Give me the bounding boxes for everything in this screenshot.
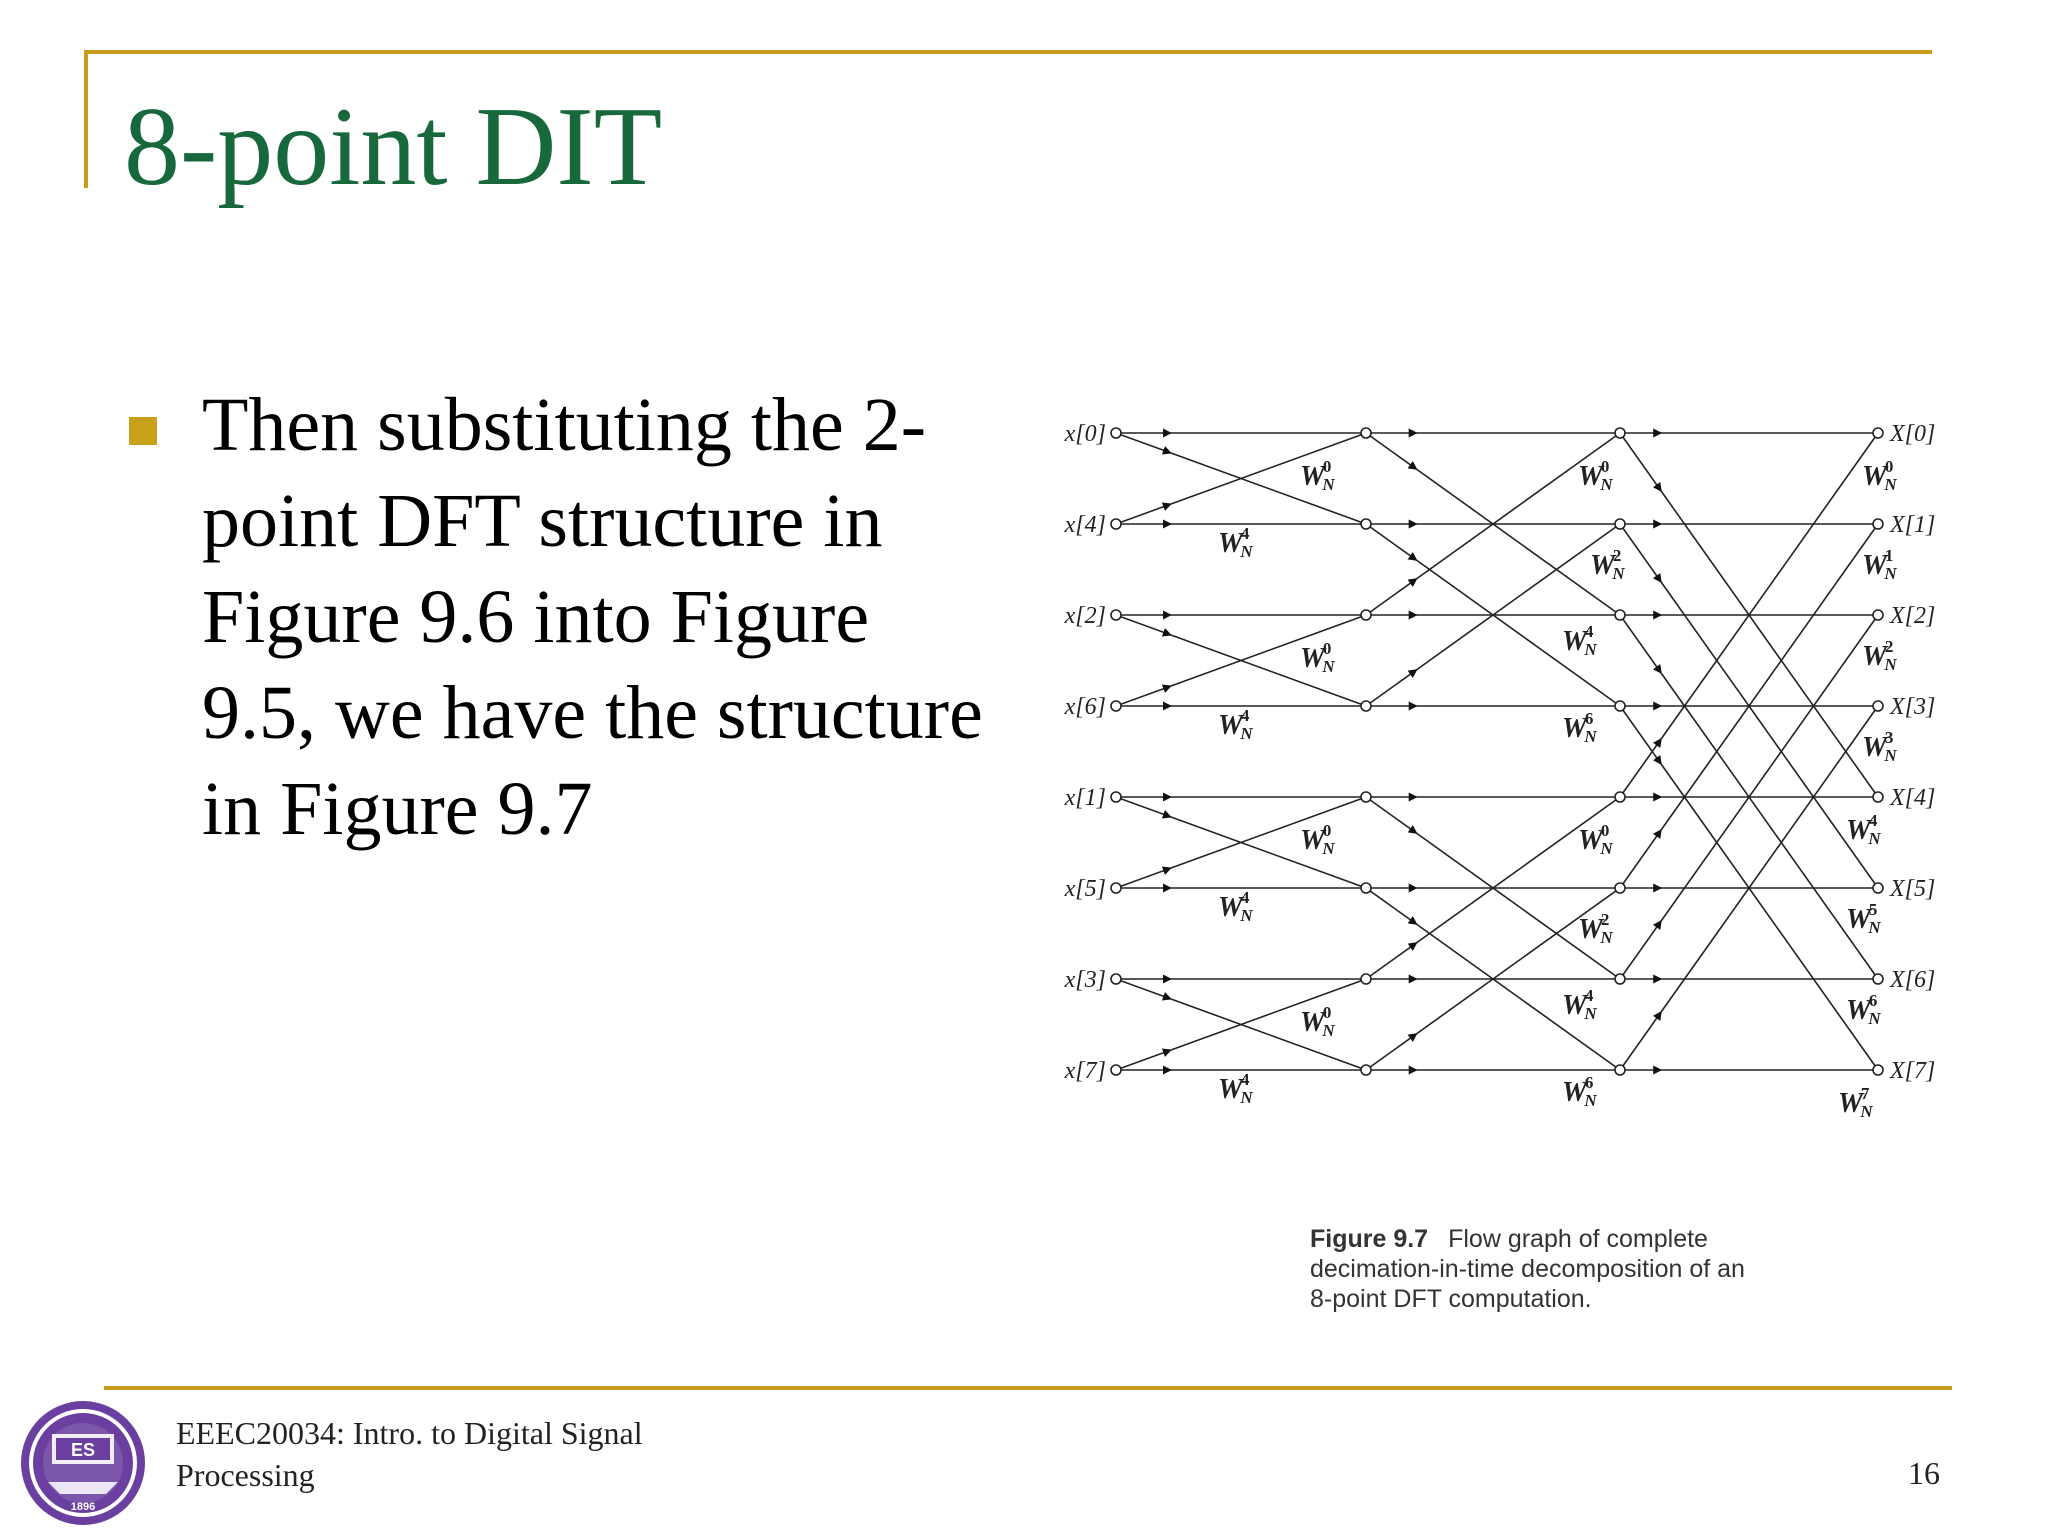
stage3-twiddle-label: W1 N	[1862, 546, 1897, 583]
input-label: x[6]	[1064, 694, 1106, 720]
flow-node-stage3	[1873, 974, 1883, 984]
stage1-twiddle-label: W0 N	[1300, 1003, 1335, 1040]
stage1-twiddle-label: W4 N	[1218, 524, 1253, 561]
stage1-twiddle-label: W0 N	[1300, 821, 1335, 858]
stage1-twiddle-label: W4 N	[1218, 1070, 1253, 1107]
flow-node-stage0	[1111, 701, 1121, 711]
stage3-twiddle-label: W6 N	[1846, 991, 1881, 1028]
flow-node-stage1	[1361, 519, 1371, 529]
output-label: X[3]	[1890, 694, 1936, 720]
output-label: X[6]	[1890, 967, 1936, 993]
svg-text:1896: 1896	[70, 1501, 96, 1513]
flow-graph-labels	[1064, 421, 1936, 1121]
stage3-twiddle-label: W5 N	[1846, 900, 1881, 937]
stage1-twiddle-label: W0 N	[1300, 639, 1335, 676]
flow-node-stage2	[1615, 974, 1625, 984]
university-logo-icon	[18, 1398, 148, 1528]
flow-node-stage1	[1361, 883, 1371, 893]
flow-node-stage1	[1361, 610, 1371, 620]
flow-node-stage2	[1615, 428, 1625, 438]
top-rule	[84, 50, 1932, 54]
flow-node-stage0	[1111, 792, 1121, 802]
svg-text:ES: ES	[70, 1440, 96, 1460]
stage2-twiddle-label: W6 N	[1562, 1073, 1597, 1110]
flow-node-stage0	[1111, 428, 1121, 438]
output-label: X[0]	[1890, 421, 1936, 447]
course-name-line2: Processing	[176, 1457, 315, 1493]
flow-node-stage0	[1111, 1065, 1121, 1075]
stage2-twiddle-label: W4 N	[1562, 622, 1597, 659]
input-label: x[5]	[1064, 876, 1106, 902]
slide-title: 8-point DIT	[124, 85, 663, 209]
flow-node-stage2	[1615, 1065, 1625, 1075]
input-label: x[7]	[1064, 1058, 1106, 1084]
input-label: x[0]	[1064, 421, 1106, 447]
footer-rule	[104, 1386, 1952, 1390]
stage3-twiddle-label: W3 N	[1862, 728, 1897, 765]
stage1-twiddle-label: W0 N	[1300, 457, 1335, 494]
stage3-twiddle-label: W0 N	[1862, 457, 1897, 494]
flow-node-stage2	[1615, 792, 1625, 802]
flow-node-stage3	[1873, 1065, 1883, 1075]
dit-flow-graph	[1030, 400, 1960, 1140]
output-label: X[5]	[1890, 876, 1936, 902]
bullet-square-icon	[129, 417, 157, 445]
figure-caption-label: Figure 9.7	[1310, 1225, 1429, 1253]
output-label: X[7]	[1890, 1058, 1936, 1084]
flow-node-stage0	[1111, 610, 1121, 620]
input-label: x[2]	[1064, 603, 1106, 629]
flow-graph-nodes	[1111, 428, 1883, 1075]
output-label: X[4]	[1890, 785, 1936, 811]
stage2-twiddle-label: W6 N	[1562, 709, 1597, 746]
flow-node-stage0	[1111, 974, 1121, 984]
flow-node-stage3	[1873, 883, 1883, 893]
flow-node-stage3	[1873, 792, 1883, 802]
flow-node-stage3	[1873, 428, 1883, 438]
stage2-twiddle-label: W0 N	[1578, 821, 1613, 858]
flow-node-stage2	[1615, 883, 1625, 893]
flow-node-stage1	[1361, 428, 1371, 438]
flow-node-stage1	[1361, 701, 1371, 711]
stage3-twiddle-label: W4 N	[1846, 811, 1881, 848]
flow-node-stage1	[1361, 1065, 1371, 1075]
flow-node-stage2	[1615, 519, 1625, 529]
output-label: X[2]	[1890, 603, 1936, 629]
input-label: x[1]	[1064, 785, 1106, 811]
course-name	[176, 1412, 736, 1496]
stage1-twiddle-label: W4 N	[1218, 888, 1253, 925]
stage3-twiddle-label: W7 N	[1838, 1084, 1873, 1121]
course-name-line1: EEEC20034: Intro. to Digital Signal	[176, 1415, 643, 1451]
input-label: x[3]	[1064, 967, 1106, 993]
stage1-twiddle-label: W4 N	[1218, 706, 1253, 743]
flow-node-stage2	[1615, 610, 1625, 620]
figure-caption-text: Flow graph of complete decimation-in-time decomposition of an 8-point DFT computation.	[1310, 1225, 1745, 1313]
stage2-twiddle-label: W0 N	[1578, 457, 1613, 494]
flow-node-stage2	[1615, 701, 1625, 711]
left-rule	[84, 50, 88, 188]
bullet-text: Then substituting the 2-point DFT structure in Figure 9.6 into Figure 9.5, we have the structure in Figure 9.7	[202, 383, 983, 851]
page-number: 16	[1908, 1455, 1940, 1491]
flow-node-stage1	[1361, 792, 1371, 802]
input-label: x[4]	[1064, 512, 1106, 538]
stage3-twiddle-label: W2 N	[1862, 637, 1897, 674]
flow-node-stage3	[1873, 519, 1883, 529]
flow-node-stage0	[1111, 883, 1121, 893]
stage2-twiddle-label: W2 N	[1590, 546, 1625, 583]
stage2-twiddle-label: W2 N	[1578, 910, 1613, 947]
flow-node-stage1	[1361, 974, 1371, 984]
flow-node-stage3	[1873, 701, 1883, 711]
flow-node-stage3	[1873, 610, 1883, 620]
output-label: X[1]	[1890, 512, 1936, 538]
flow-node-stage0	[1111, 519, 1121, 529]
stage2-twiddle-label: W4 N	[1562, 986, 1597, 1023]
figure-caption	[1310, 1224, 1770, 1314]
